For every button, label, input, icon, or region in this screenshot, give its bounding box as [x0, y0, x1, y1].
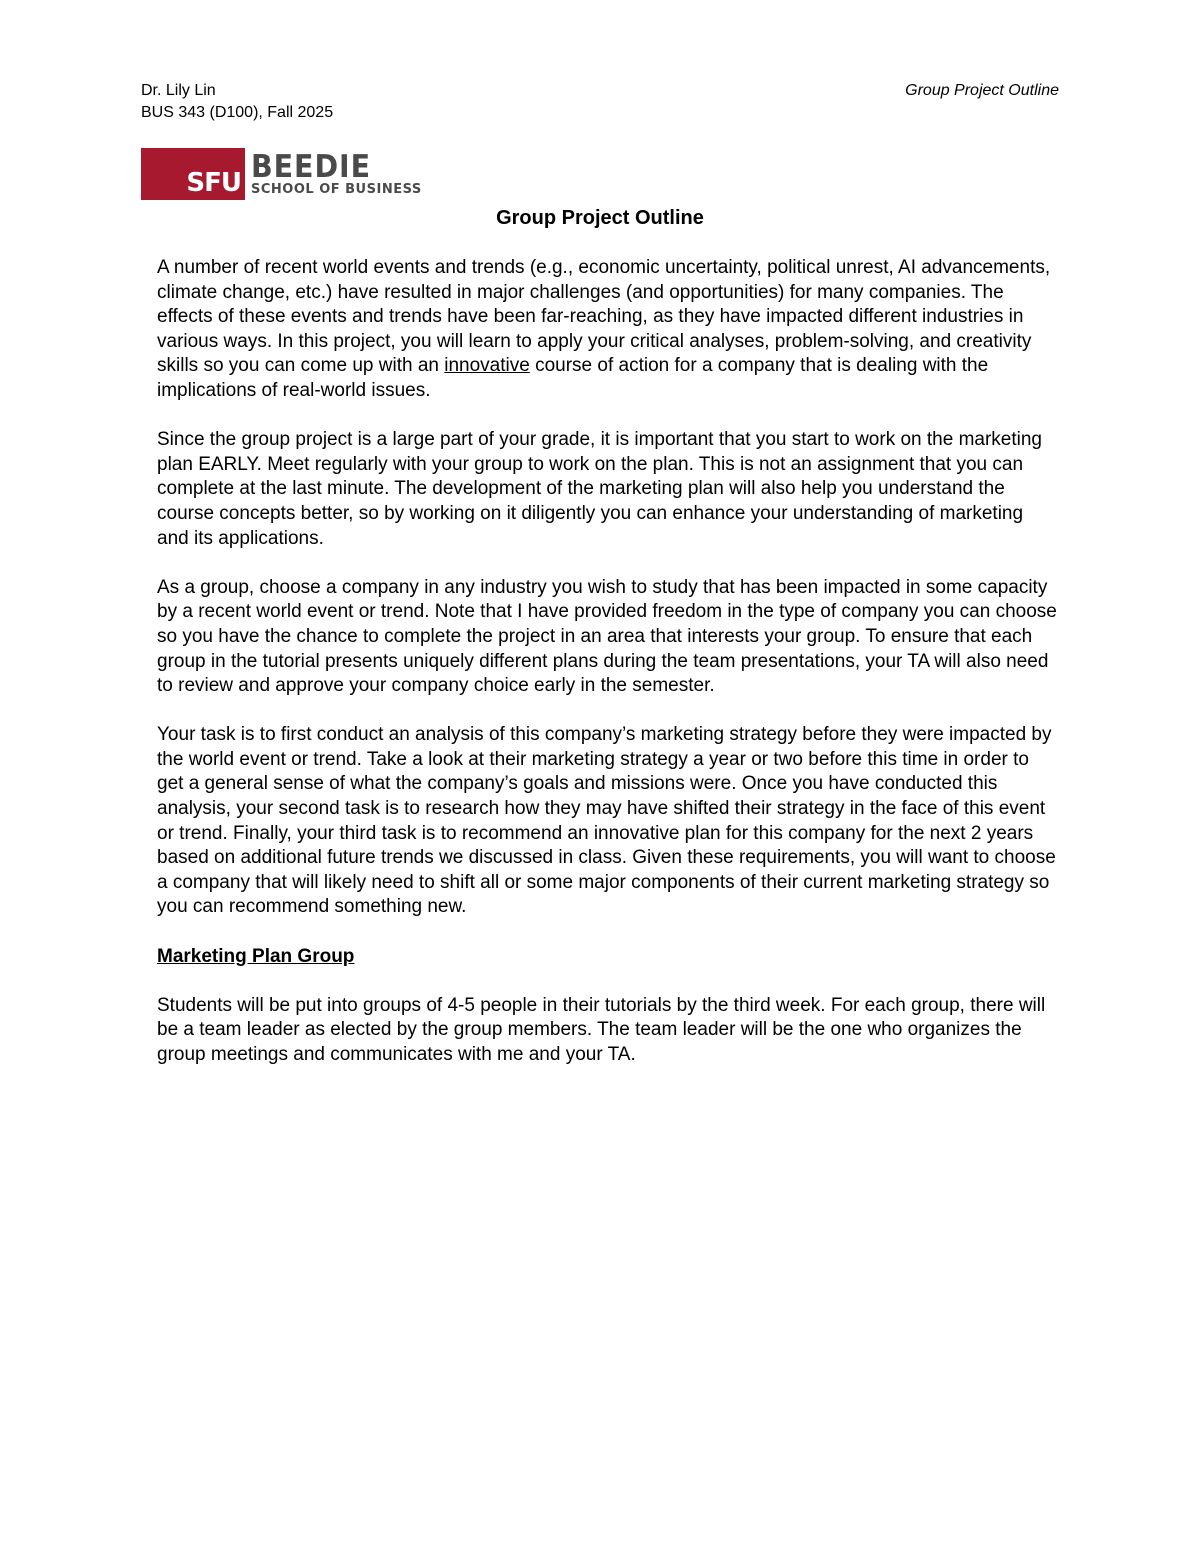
- paragraph-early: Since the group project is a large part of your grade, it is important that you start to work on the marketing plan EARLY. Meet regularly with your group to work on the plan. This is not an assignment that you can complete at the last minute. The development of the marketing plan will also help you understand the course concepts better, so by working on it diligently you can enhance your understanding of marketing and its applications.: [157, 429, 1043, 549]
- intro-emphasis: innovative: [444, 355, 530, 377]
- section-paragraph: Students will be put into groups of 4-5 people in their tutorials by the third week. For each group, there will be a team leader as elected by the group members. The team leader will be the one who organizes the group meetings and communicates with me and your TA.: [157, 994, 1046, 1065]
- intro-text-1: A number of recent world events and trends (e.g., economic uncertainty, political unrest, AI advancements, climate change, etc.) have resulted in major challenges (and opportunities) for many companies. The effects of these events and trends have been far-reaching, as they have impacted different industries in various ways. In this project, you will learn to apply your critical analyses, problem-solving, and creativity skills so you can come up with an: [157, 257, 1051, 377]
- logo-text: [251, 151, 422, 197]
- intro-paragraph: [157, 256, 1057, 404]
- logo-sfu-text: SFU: [186, 168, 241, 198]
- author-name: Dr. Lily Lin: [141, 82, 216, 99]
- intro-text-2: course of action for a company that is dealing with the implications of real-world issues.: [157, 355, 989, 401]
- header-left: [141, 80, 333, 124]
- logo-beedie-text: BEEDIE: [251, 149, 372, 185]
- logo-red-block: [141, 148, 245, 200]
- paragraph-task: Your task is to first conduct an analysis of this company’s marketing strategy before they were impacted by the world event or trend. Take a look at their marketing strategy a year or two before this time in order to get a general sense of what the company’s goals and missions were. Once you have conducted this analysis, your second task is to research how they may have shifted their strategy in the face of this event or trend. Finally, your third task is to recommend an innovative plan for this company for the next 2 years based on additional future trends we discussed in class. Given these requirements, you will want to choose a company that will likely need to shift all or some major components of their current marketing strategy so you can recommend something new.: [157, 724, 1056, 918]
- paragraph-company-choice: As a group, choose a company in any industry you wish to study that has been impacted in some capacity by a recent world event or trend. Note that I have provided freedom in the type of company you can choose so you have the chance to complete the project in an area that interests your group. To ensure that each group in the tutorial presents uniquely different plans during the team presentations, your TA will also need to review and approve your company choice early in the semester.: [157, 576, 1057, 697]
- document-label: Group Project Outline: [905, 82, 1059, 99]
- course-info: BUS 343 (D100), Fall 2025: [141, 104, 334, 121]
- beedie-logo: [141, 148, 422, 200]
- document-body: [157, 256, 1057, 1092]
- page-title: Group Project Outline: [496, 207, 704, 229]
- logo-school-text: SCHOOL OF BUSINESS: [251, 182, 422, 197]
- section-heading: Marketing Plan Group: [157, 945, 355, 967]
